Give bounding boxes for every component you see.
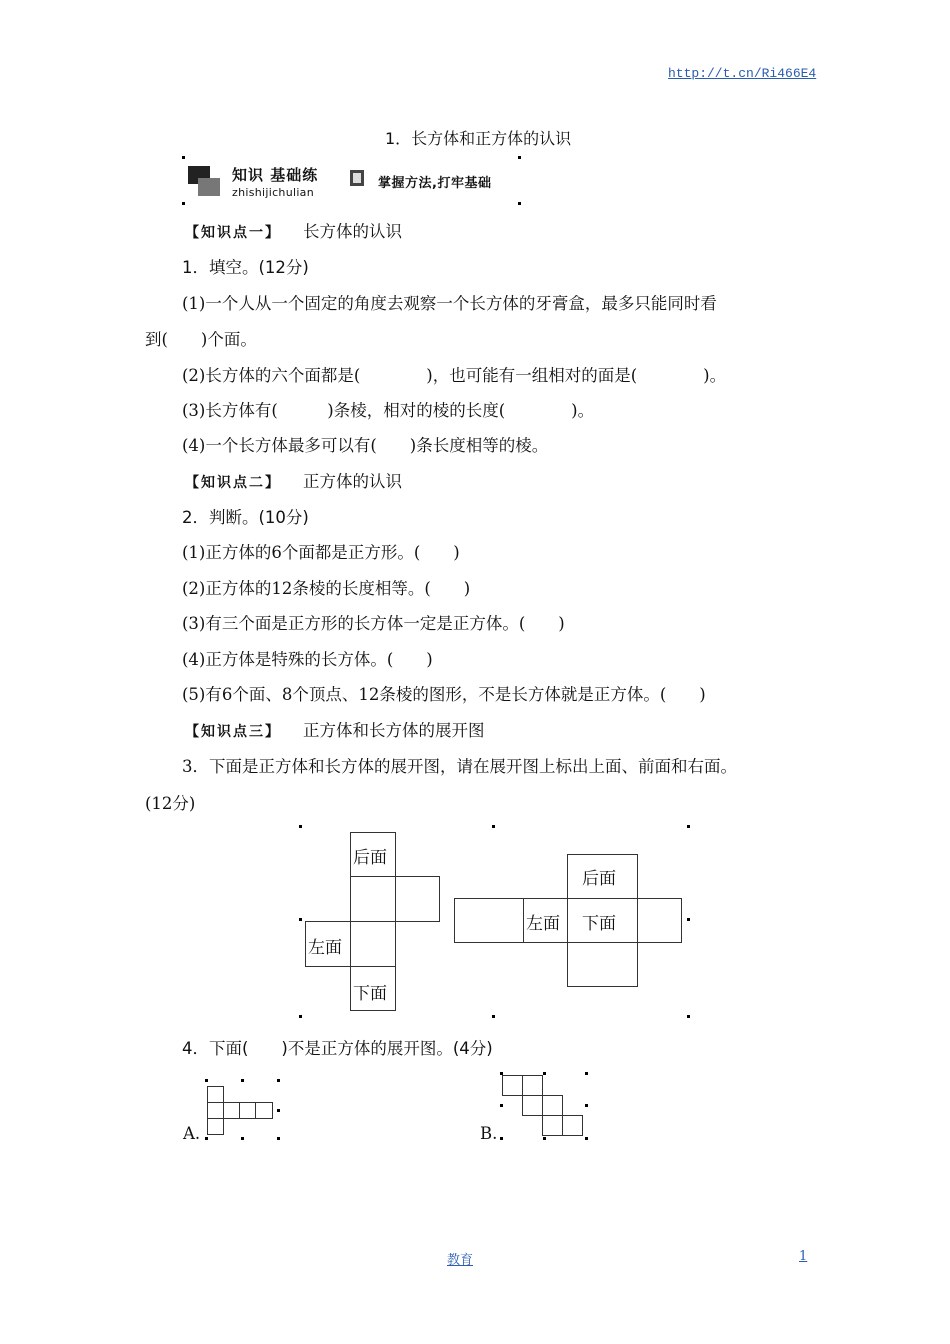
corner-dot — [205, 1137, 208, 1140]
corner-dot — [182, 202, 185, 205]
net-square — [522, 1095, 543, 1116]
corner-dot — [492, 825, 495, 828]
corner-dot — [277, 1137, 280, 1140]
net-square — [542, 1115, 563, 1136]
q2-item-3: (3)有三个面是正方形的长方体一定是正方体。( ) — [182, 614, 565, 633]
net-face — [395, 876, 440, 922]
corner-dot — [585, 1104, 588, 1107]
banner-motto: 掌握方法,打牢基础 — [378, 176, 492, 191]
net-label-left: 左面 — [308, 938, 342, 958]
net-square — [255, 1102, 273, 1119]
net-face — [454, 898, 524, 943]
corner-dot — [241, 1137, 244, 1140]
option-b-label: B. — [480, 1124, 498, 1143]
section-banner — [182, 156, 522, 206]
corner-dot — [277, 1079, 280, 1082]
section-label: 【知识点三】 — [185, 724, 281, 740]
square-bullet-icon — [350, 170, 364, 186]
q1-heading: 1．填空。(12分) — [182, 258, 309, 277]
section-name: 长方体的认识 — [303, 222, 402, 241]
q4-heading: 4．下面( )不是正方体的展开图。(4分) — [182, 1039, 493, 1058]
net-face — [637, 898, 682, 943]
q2-item-4: (4)正方体是特殊的长方体。( ) — [182, 650, 433, 669]
footer-link[interactable]: 教育 — [447, 1253, 474, 1268]
page-number: 1 — [799, 1249, 808, 1264]
header-link[interactable]: http://t.cn/Ri466E4 — [668, 66, 817, 81]
section-name: 正方体和长方体的展开图 — [303, 721, 485, 740]
net-face — [350, 876, 396, 922]
section-heading-3 — [185, 721, 485, 742]
section-label: 【知识点一】 — [185, 225, 281, 241]
corner-dot — [241, 1079, 244, 1082]
section-name: 正方体的认识 — [303, 472, 402, 491]
q1-item4: (4)一个长方体最多可以有( )条长度相等的棱。 — [182, 436, 549, 455]
net-square — [207, 1118, 224, 1135]
banner-title: 知识 基础练 — [232, 166, 319, 184]
corner-dot — [182, 156, 185, 159]
q2-item-2: (2)正方体的12条棱的长度相等。( ) — [182, 579, 471, 598]
corner-dot — [687, 825, 690, 828]
q1-item2: (2)长方体的六个面都是( )，也可能有一组相对的面是( )。 — [182, 366, 727, 385]
net-label-bottom: 下面 — [582, 914, 616, 934]
corner-dot — [585, 1072, 588, 1075]
net-label-left: 左面 — [526, 914, 560, 934]
q3-line2: (12分) — [145, 794, 196, 813]
stacked-squares-icon-lower — [198, 178, 220, 196]
corner-dot — [543, 1137, 546, 1140]
net-square — [239, 1102, 256, 1119]
section-label: 【知识点二】 — [185, 475, 281, 491]
option-a-label: A. — [183, 1124, 201, 1143]
section-heading-1 — [185, 222, 402, 243]
q2-heading: 2．判断。(10分) — [182, 508, 309, 527]
net-face — [350, 921, 396, 967]
net-square — [562, 1115, 583, 1136]
net-label-bottom: 下面 — [353, 984, 387, 1004]
q1-item1-line1: (1)一个人从一个固定的角度去观察一个长方体的牙膏盒，最多只能同时看 — [182, 294, 717, 313]
net-square — [207, 1102, 224, 1119]
net-label-back: 后面 — [582, 869, 616, 889]
corner-dot — [585, 1137, 588, 1140]
q3-line1: 3．下面是正方体和长方体的展开图，请在展开图上标出上面、前面和右面。 — [182, 757, 737, 776]
net-square — [223, 1102, 240, 1119]
net-label-back: 后面 — [353, 848, 387, 868]
net-square — [207, 1086, 224, 1103]
corner-dot — [299, 1015, 302, 1018]
corner-dot — [518, 202, 521, 205]
corner-dot — [500, 1104, 503, 1107]
corner-dot — [299, 918, 302, 921]
q1-item3: (3)长方体有( )条棱，相对的棱的长度( )。 — [182, 401, 595, 420]
q2-item-5: (5)有6个面、8个顶点、12条棱的图形，不是长方体就是正方体。( ) — [182, 685, 706, 704]
net-square — [542, 1095, 563, 1116]
net-square — [502, 1075, 523, 1096]
q2-item-1: (1)正方体的6个面都是正方形。( ) — [182, 543, 460, 562]
corner-dot — [205, 1079, 208, 1082]
corner-dot — [687, 918, 690, 921]
page-title: 1．长方体和正方体的认识 — [385, 129, 572, 148]
corner-dot — [299, 825, 302, 828]
net-square — [522, 1075, 543, 1096]
net-face — [567, 942, 638, 987]
corner-dot — [500, 1137, 503, 1140]
corner-dot — [687, 1015, 690, 1018]
corner-dot — [492, 1015, 495, 1018]
section-heading-2 — [185, 472, 402, 493]
banner-subtitle: zhishijichulian — [232, 186, 314, 199]
corner-dot — [518, 156, 521, 159]
corner-dot — [277, 1109, 280, 1112]
q1-item1-line2: 到( )个面。 — [145, 330, 257, 349]
corner-dot — [543, 1072, 546, 1075]
